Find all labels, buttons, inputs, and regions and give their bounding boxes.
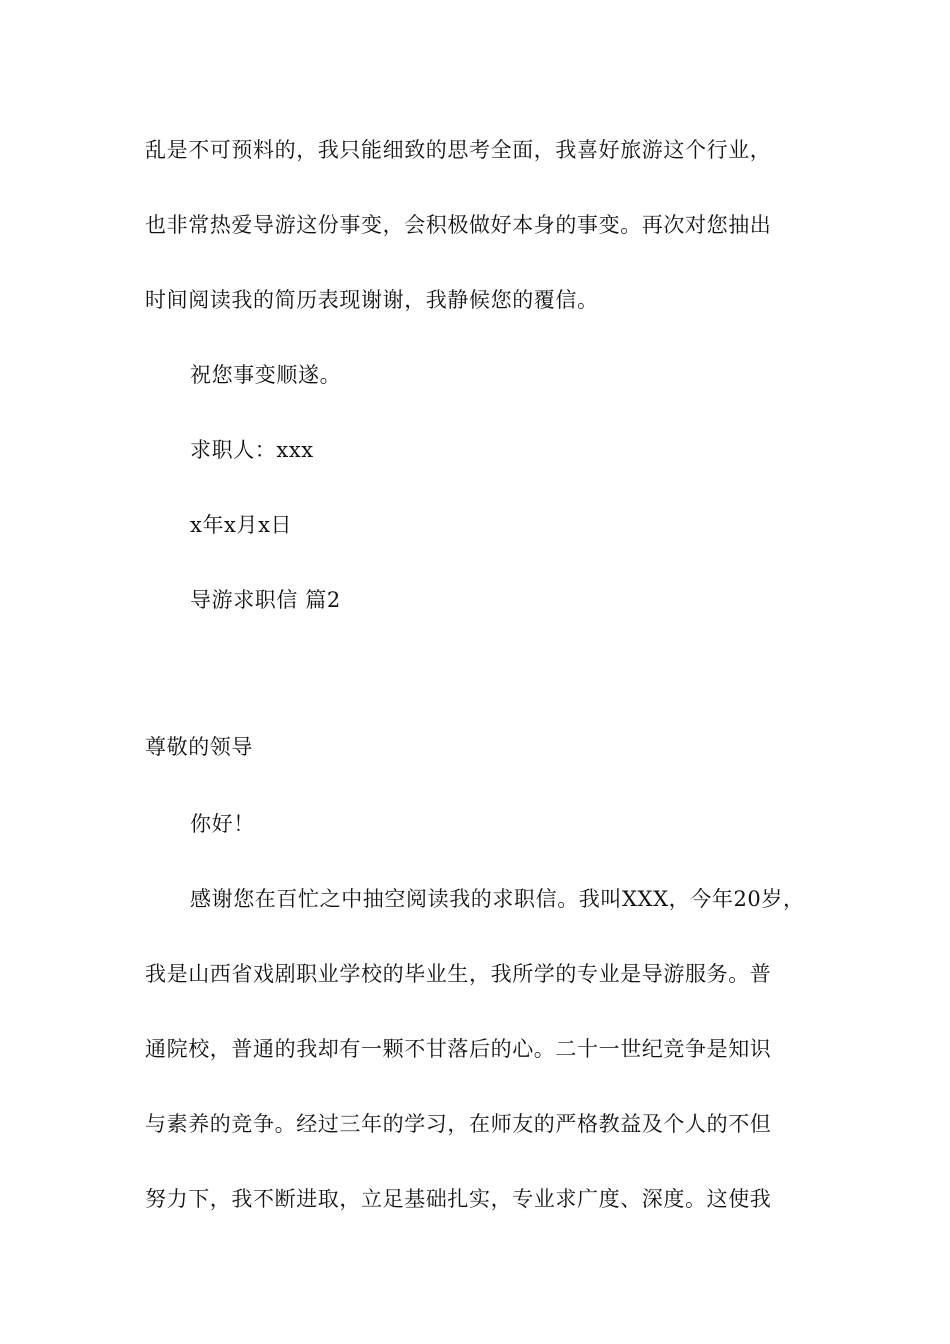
paragraph-line: 乱是不可预料的，我只能细致的思考全面，我喜好旅游这个行业， (145, 138, 772, 162)
salutation: 尊敬的领导 (145, 735, 253, 759)
greeting: 你好！ (190, 812, 255, 836)
paragraph-line: 与素养的竞争。经过三年的学习，在师友的严格教益及个人的不但 (145, 1112, 772, 1136)
paragraph-line: 努力下，我不断进取，立足基础扎实，专业求广度、深度。这使我 (145, 1187, 772, 1211)
paragraph-line: 时间阅读我的简历表现谢谢，我静候您的覆信。 (145, 288, 599, 312)
date-line: x年x月x日 (190, 513, 293, 537)
section-title: 导游求职信 篇2 (190, 588, 341, 612)
paragraph-line: 我是山西省戏剧职业学校的毕业生，我所学的专业是导游服务。普 (145, 962, 772, 986)
signature-line: 求职人：xxx (190, 438, 314, 462)
paragraph-line: 通院校，普通的我却有一颗不甘落后的心。二十一世纪竞争是知识 (145, 1037, 772, 1061)
closing-wish: 祝您事变顺遂。 (190, 363, 342, 387)
paragraph-line: 也非常热爱导游这份事变，会积极做好本身的事变。再次对您抽出 (145, 213, 772, 237)
paragraph-line: 感谢您在百忙之中抽空阅读我的求职信。我叫XXX，今年20岁， (190, 887, 805, 911)
